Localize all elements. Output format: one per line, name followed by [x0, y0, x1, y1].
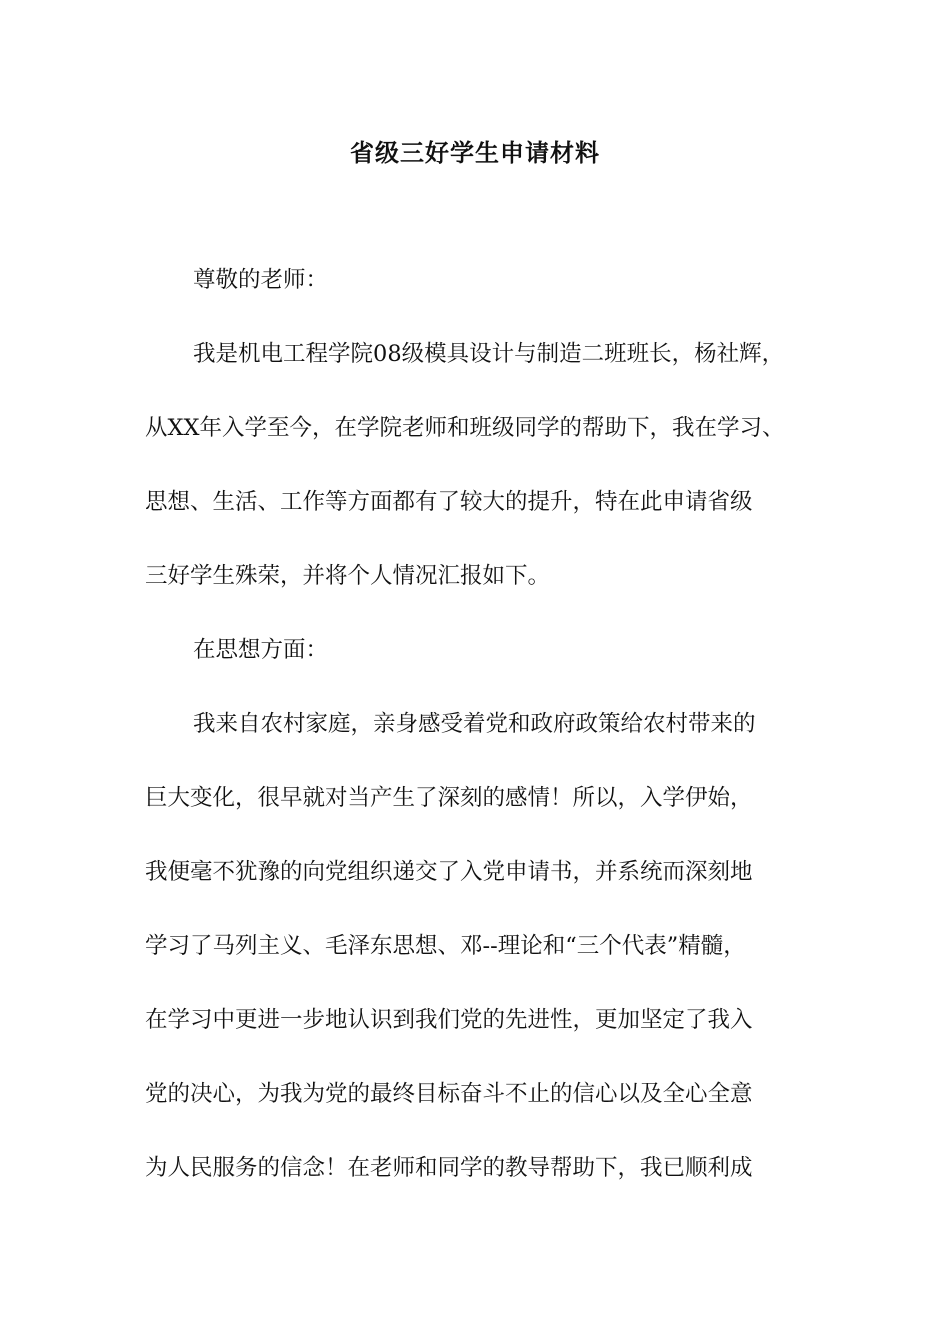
body-line: 从XX年入学至今，在学院老师和班级同学的帮助下，我在学习、: [145, 415, 785, 441]
body-line: 巨大变化，很早就对当产生了深刻的感情！所以，入学伊始，: [145, 785, 753, 811]
body-line: 我便毫不犹豫的向党组织递交了入党申请书，并系统而深刻地: [145, 859, 753, 885]
body-line: 我来自农村家庭，亲身感受着党和政府政策给农村带来的: [193, 711, 756, 737]
body-line: 党的决心，为我为党的最终目标奋斗不止的信心以及全心全意: [145, 1081, 753, 1107]
body-line: 我是机电工程学院08级模具设计与制造二班班长，杨社辉，: [193, 341, 785, 367]
body-line: 学习了马列主义、毛泽东思想、邓--理论和“三个代表”精髓，: [145, 933, 746, 959]
section-heading-line: 在思想方面：: [193, 637, 329, 663]
document-title: 省级三好学生申请材料: [350, 138, 600, 167]
body-line: 在学习中更进一步地认识到我们党的先进性，更加坚定了我入: [145, 1007, 753, 1033]
body-line: 三好学生殊荣，并将个人情况汇报如下。: [145, 563, 551, 589]
salutation-line: 尊敬的老师：: [193, 267, 329, 293]
body-line: 思想、生活、工作等方面都有了较大的提升，特在此申请省级: [145, 489, 753, 515]
body-line: 为人民服务的信念！在老师和同学的教导帮助下，我已顺利成: [145, 1155, 753, 1181]
